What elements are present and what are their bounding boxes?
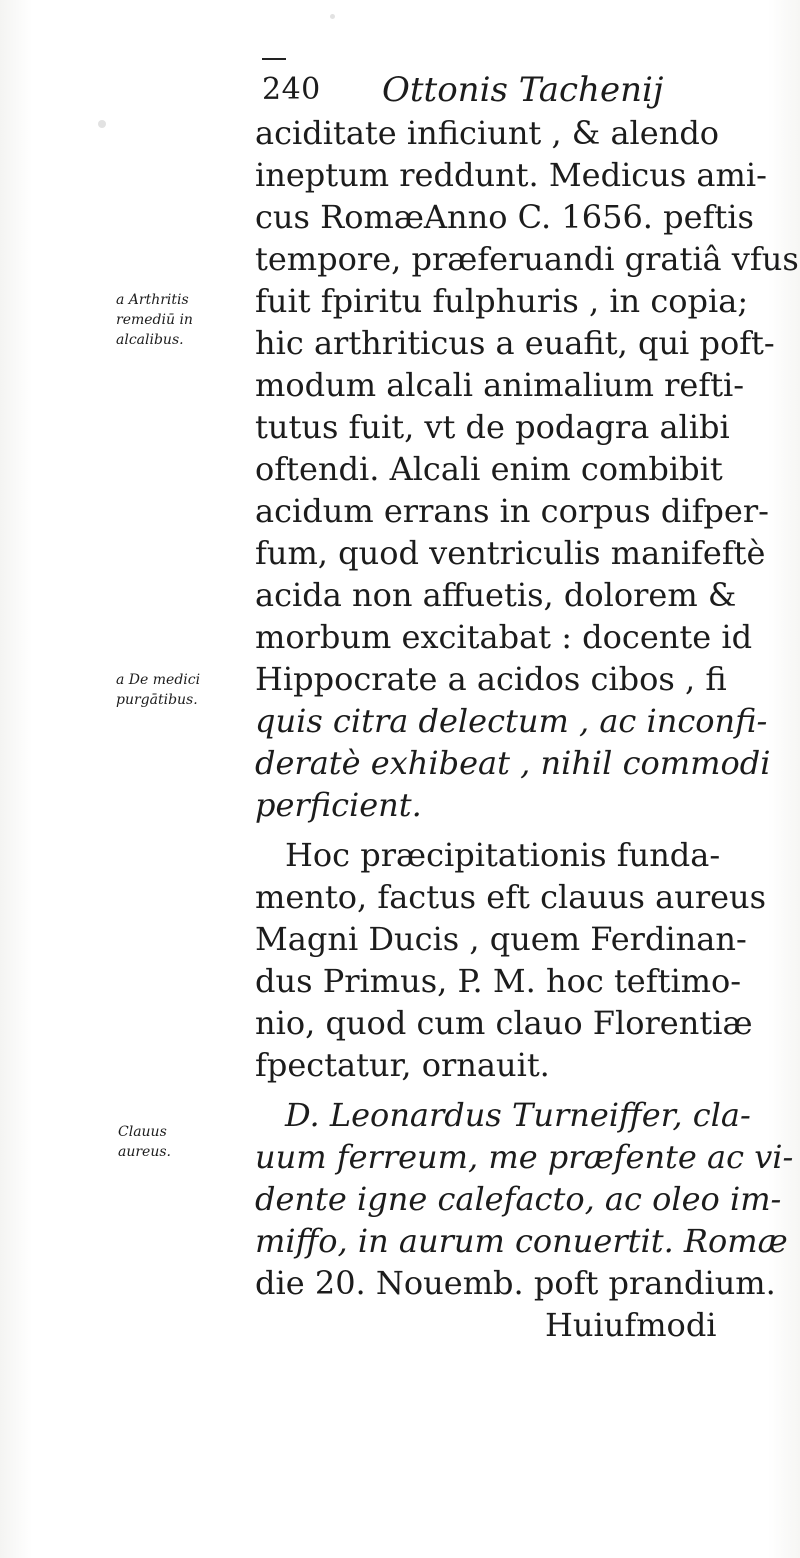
page-number: 240 [262, 72, 321, 107]
margin-note-line: a De medici [116, 672, 201, 688]
text-line: quis citra delectum , ac inconfi- [255, 702, 768, 740]
text-line: dente igne calefacto, ac oleo im- [255, 1180, 782, 1218]
margin-note-purgantibus [116, 670, 256, 710]
page-header [262, 62, 762, 118]
text-line: Hoc præcipitationis funda- [285, 836, 721, 874]
margin-note-line: Clauus [118, 1124, 167, 1140]
text-line: acida non affuetis, dolorem & [255, 576, 737, 614]
text-line: acidum errans in corpus difper- [255, 492, 769, 530]
text-line: D. Leonardus Turneiffer, cla- [285, 1096, 751, 1134]
margin-note-line: a Arthritis [116, 292, 189, 308]
text-line: die 20. Nouemb. poft prandium. [255, 1264, 776, 1302]
running-head: Ottonis Tachenij [382, 70, 664, 110]
text-line: Hippocrate a acidos cibos , fi [255, 660, 727, 698]
text-line: uum ferreum, me præfente ac vi- [255, 1138, 794, 1176]
text-line: oftendi. Alcali enim combibit [255, 450, 723, 488]
text-line: ineptum reddunt. Medicus ami- [255, 156, 767, 194]
text-line: modum alcali animalium refti- [255, 366, 745, 404]
ink-spot [330, 14, 335, 19]
margin-note-clauus [118, 1122, 258, 1162]
margin-note-line: alcalibus. [116, 332, 184, 348]
text-line: tempore, præferuandi gratiâ vfus [255, 240, 799, 278]
margin-note-line: aureus. [118, 1144, 171, 1160]
text-line: Magni Ducis , quem Ferdinan- [255, 920, 747, 958]
header-rule-mark [262, 58, 286, 60]
text-line: cus RomæAnno C. 1656. peftis [255, 198, 754, 236]
margin-note-arthritis [116, 290, 256, 350]
margin-note-line: remediū in [116, 312, 193, 328]
catchword: Huiufmodi [545, 1306, 717, 1344]
text-line: mento, factus eft clauus aureus [255, 878, 767, 916]
text-line: miffo, in aurum conuertit. Romæ [255, 1222, 788, 1260]
margin-note-line: purgātibus. [116, 692, 198, 708]
text-line: nio, quod cum clauo Florentiæ [255, 1004, 753, 1042]
text-line: fum, quod ventriculis manifeftè [255, 534, 766, 572]
text-line: fuit fpiritu fulphuris , in copia; [255, 282, 749, 320]
text-line: hic arthriticus a euafit, qui poft- [255, 324, 775, 362]
text-line: deratè exhibeat , nihil commodi [255, 744, 771, 782]
text-line: aciditate inficiunt , & alendo [255, 114, 720, 152]
text-line: tutus fuit, vt de podagra alibi [255, 408, 730, 446]
text-line: morbum excitabat : docente id [255, 618, 753, 656]
text-line: dus Primus, P. M. hoc teftimo- [255, 962, 742, 1000]
text-line: fpectatur, ornauit. [255, 1046, 550, 1084]
text-line: perficient. [255, 786, 422, 824]
ink-spot [98, 120, 106, 128]
